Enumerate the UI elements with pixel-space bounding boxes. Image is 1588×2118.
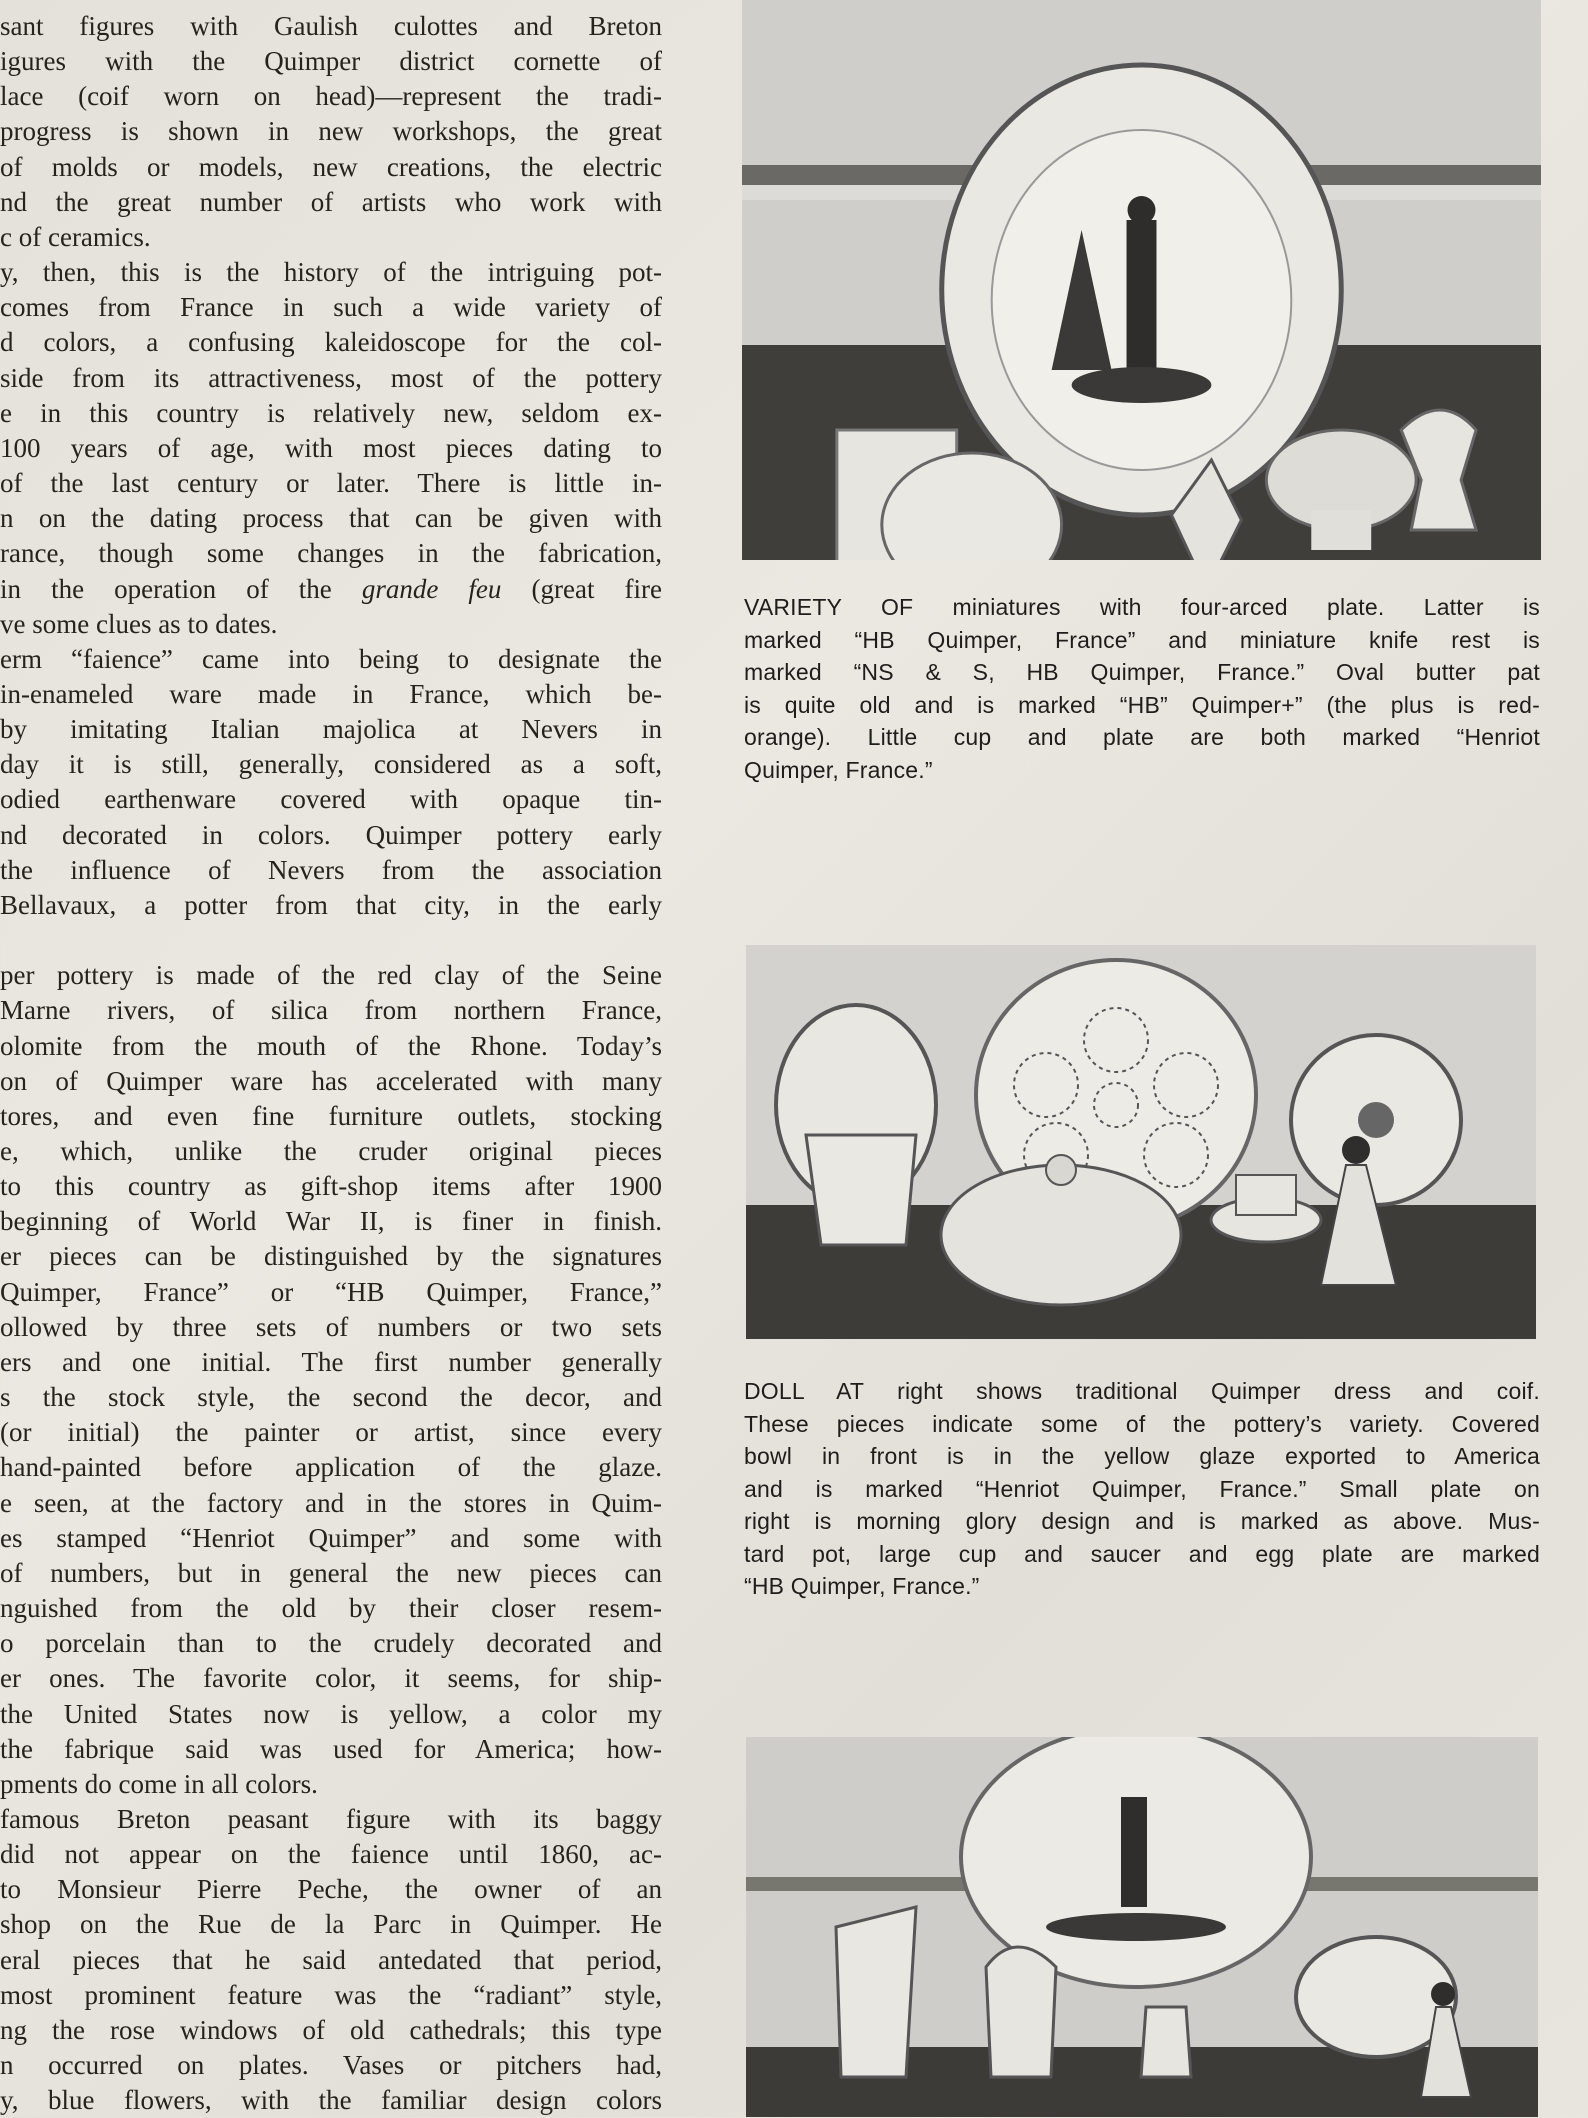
breton-figure-motif: [1121, 1797, 1147, 1907]
article-body-column: [0, 9, 662, 2118]
vase: [986, 1947, 1056, 2077]
article-line: in-enameled ware made in France, which be-: [0, 678, 662, 709]
article-line: es stamped “Henriot Quimper” and some with: [0, 1522, 662, 1553]
article-line: shop on the Rue de la Parc in Quimper. He: [0, 1909, 662, 1940]
article-line: sant figures with Gaulish culottes and Breton: [0, 11, 662, 41]
article-line: e, which, unlike the cruder original pieces: [0, 1136, 662, 1166]
article-line: nd the great number of artists who work with: [0, 186, 662, 217]
small-pitcher: [1141, 2007, 1191, 2077]
article-text: in the operation of the: [0, 573, 332, 604]
article-line: did not appear on the faience until 1860, ac-: [0, 1839, 662, 1870]
italic-term: grande feu: [361, 573, 502, 604]
article-line: the fabrique said was used for America; how-: [0, 1733, 662, 1764]
article-line: famous Breton peasant figure with its baggy: [0, 1803, 662, 1834]
article-line: c of ceramics.: [0, 221, 151, 252]
article-line: progress is shown in new workshops, the great: [0, 116, 662, 147]
article-line: odied earthenware covered with opaque tin-: [0, 784, 662, 815]
article-line: ve some clues as to dates.: [0, 608, 278, 639]
article-line: [0, 572, 662, 607]
caption-line: marked “HB Quimper, France” and miniature knife rest is: [744, 626, 1540, 653]
article-line: comes from France in such a wide variety of: [0, 292, 662, 323]
photo-miniatures-with-four-arced-plate: [742, 0, 1541, 560]
caption-line: orange). Little cup and plate are both marked “Henriot: [744, 724, 1540, 750]
article-line: eral pieces that he said antedated that period,: [0, 1944, 662, 1975]
article-line: igures with the Quimper district cornette of: [0, 46, 662, 77]
caption-line: DOLL AT right shows traditional Quimper dress and coif.: [744, 1378, 1540, 1404]
article-line: to Monsieur Pierre Peche, the owner of an: [0, 1874, 662, 1905]
caption-line: is quite old and is marked “HB” Quimper+” (the plus is red-: [744, 691, 1540, 718]
photo-pitchers-and-plate: [746, 1737, 1538, 2117]
caption-line: These pieces indicate some of the pottery’s variety. Covered: [744, 1410, 1540, 1437]
breton-figure-motif: [1127, 220, 1157, 370]
photo-doll-and-pottery-variety: [746, 945, 1536, 1339]
caption-photo-1: [744, 591, 1540, 786]
article-line: olomite from the mouth of the Rhone. Today’s: [0, 1030, 662, 1061]
article-line: [0, 923, 662, 958]
article-line: nguished from the old by their closer resem-: [0, 1593, 662, 1624]
caption-line: “HB Quimper, France.”: [744, 1573, 980, 1599]
article-line: o porcelain than to the crudely decorated and: [0, 1628, 662, 1659]
article-line: Quimper, France” or “HB Quimper, France,”: [0, 1276, 662, 1307]
caption-line: VARIETY OF miniatures with four-arced plate. Latter is: [744, 594, 1540, 620]
large-cup: [806, 1135, 916, 1245]
article-line: the influence of Nevers from the association: [0, 854, 662, 885]
article-line: ers and one initial. The first number generally: [0, 1346, 662, 1377]
article-line: n occurred on plates. Vases or pitchers had,: [0, 2050, 662, 2081]
pitcher: [836, 1907, 916, 2077]
article-line: of the last century or later. There is little in-: [0, 468, 662, 499]
caption-line: and is marked “Henriot Quimper, France.” Small plate on: [744, 1475, 1540, 1502]
article-line: of numbers, but in general the new pieces can: [0, 1557, 662, 1588]
article-line: beginning of World War II, is finer in finish.: [0, 1206, 662, 1237]
caption-line: Quimper, France.”: [744, 756, 933, 783]
article-line: er pieces can be distinguished by the signatures: [0, 1241, 662, 1272]
article-text: (great fire: [531, 573, 662, 604]
article-line: day it is still, generally, considered as a soft,: [0, 749, 662, 780]
caption-line: tard pot, large cup and saucer and egg plate are marked: [744, 1540, 1540, 1567]
article-line: Bellavaux, a potter from that city, in the early: [0, 889, 662, 920]
article-line: side from its attractiveness, most of the pottery: [0, 362, 662, 393]
caption-line: bowl in front is in the yellow glaze exported to America: [744, 1443, 1540, 1469]
article-line: n on the dating process that can be given with: [0, 503, 662, 534]
article-line: the United States now is yellow, a color my: [0, 1698, 662, 1729]
article-line: d colors, a confusing kaleidoscope for the col-: [0, 327, 662, 358]
article-line: rance, though some changes in the fabrication,: [0, 538, 662, 569]
article-line: pments do come in all colors.: [0, 1768, 318, 1799]
caption-line: right is morning glory design and is marked as above. Mus-: [744, 1508, 1540, 1534]
article-line: ng the rose windows of old cathedrals; this type: [0, 2014, 662, 2045]
article-line: nd decorated in colors. Quimper pottery early: [0, 819, 662, 850]
article-line: (or initial) the painter or artist, since every: [0, 1417, 662, 1448]
article-line: tores, and even fine furniture outlets, stocking: [0, 1100, 662, 1131]
article-line: y, blue flowers, with the familiar design colors: [0, 2085, 662, 2116]
article-line: on of Quimper ware has accelerated with many: [0, 1065, 662, 1096]
article-line: e in this country is relatively new, seldom ex-: [0, 397, 662, 428]
article-line: er ones. The favorite color, it seems, for ship-: [0, 1663, 662, 1694]
article-line: erm “faience” came into being to designate the: [0, 643, 662, 674]
article-line: hand-painted before application of the glaze.: [0, 1452, 662, 1483]
caption-line: marked “NS & S, HB Quimper, France.” Oval butter pat: [744, 659, 1540, 685]
article-line: by imitating Italian majolica at Nevers in: [0, 714, 662, 745]
article-line: 100 years of age, with most pieces dating to: [0, 432, 662, 463]
article-line: e seen, at the factory and in the stores in Quim-: [0, 1487, 662, 1518]
caption-photo-2: [744, 1375, 1540, 1603]
article-line: of molds or models, new creations, the electric: [0, 151, 662, 182]
article-line: ollowed by three sets of numbers or two sets: [0, 1311, 662, 1342]
article-line: y, then, this is the history of the intriguing pot-: [0, 257, 662, 288]
article-line: to this country as gift-shop items after 1900: [0, 1171, 662, 1202]
article-line: s the stock style, the second the decor, and: [0, 1382, 662, 1413]
article-line: Marne rivers, of silica from northern France,: [0, 995, 662, 1026]
article-line: per pottery is made of the red clay of the Seine: [0, 960, 662, 991]
article-line: lace (coif worn on head)—represent the tradi-: [0, 81, 662, 112]
article-line: most prominent feature was the “radiant” style,: [0, 1979, 662, 2010]
